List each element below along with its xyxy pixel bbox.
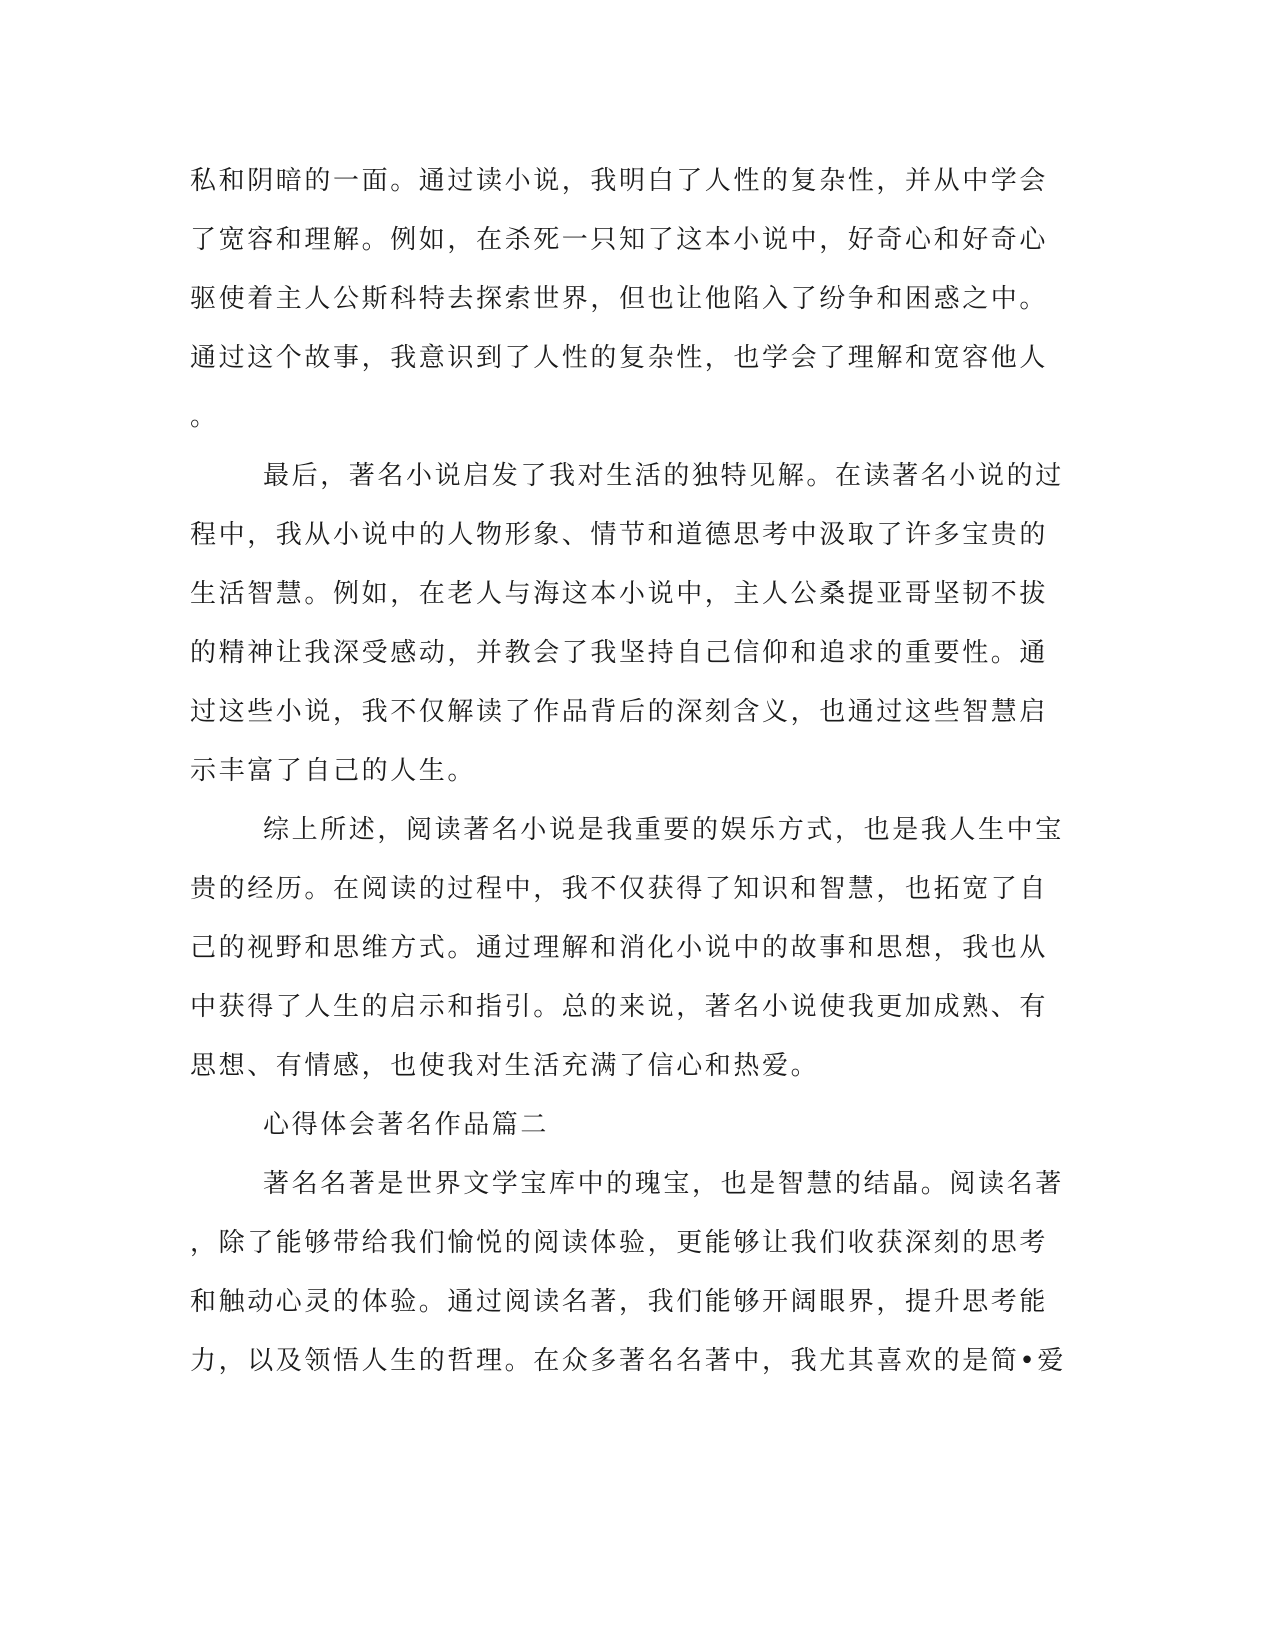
paragraph-first-line: 综上所述，阅读著名小说是我重要的娱乐方式，也是我人生中宝 (263, 815, 1064, 845)
text-line: 己的视野和思维方式。通过理解和消化小说中的故事和思想，我也从 (190, 933, 1049, 963)
paragraph-first-line: 最后，著名小说启发了我对生活的独特见解。在读著名小说的过 (263, 461, 1064, 491)
text-line: 驱使着主人公斯科特去探索世界，但也让他陷入了纷争和困惑之中。 (190, 284, 1049, 314)
text-line: 的精神让我深受感动，并教会了我坚持自己信仰和追求的重要性。通 (190, 638, 1049, 668)
text-line: 力，以及领悟人生的哲理。在众多著名名著中，我尤其喜欢的是简•爱 (190, 1346, 1066, 1376)
text-line: 过这些小说，我不仅解读了作品背后的深刻含义，也通过这些智慧启 (190, 697, 1049, 727)
text-line: 了宽容和理解。例如，在杀死一只知了这本小说中，好奇心和好奇心 (190, 225, 1049, 255)
text-line: 程中，我从小说中的人物形象、情节和道德思考中汲取了许多宝贵的 (190, 520, 1049, 550)
text-line: 示丰富了自己的人生。 (190, 756, 477, 786)
paragraph-first-line: 著名名著是世界文学宝库中的瑰宝，也是智慧的结晶。阅读名著 (263, 1169, 1064, 1199)
text-line: 通过这个故事，我意识到了人性的复杂性，也学会了理解和宽容他人 (190, 343, 1049, 373)
text-line: 中获得了人生的启示和指引。总的来说，著名小说使我更加成熟、有 (190, 992, 1049, 1022)
text-line: 贵的经历。在阅读的过程中，我不仅获得了知识和智慧，也拓宽了自 (190, 874, 1049, 904)
section-heading: 心得体会著名作品篇二 (263, 1110, 550, 1140)
text-line: ，除了能够带给我们愉悦的阅读体验，更能够让我们收获深刻的思考 (190, 1228, 1049, 1258)
text-line: 思想、有情感，也使我对生活充满了信心和热爱。 (190, 1051, 820, 1081)
text-line: 私和阴暗的一面。通过读小说，我明白了人性的复杂性，并从中学会 (190, 166, 1049, 196)
text-line: 生活智慧。例如，在老人与海这本小说中，主人公桑提亚哥坚韧不拔 (190, 579, 1049, 609)
text-line: 。 (190, 402, 219, 432)
text-line: 和触动心灵的体验。通过阅读名著，我们能够开阔眼界，提升思考能 (190, 1287, 1049, 1317)
